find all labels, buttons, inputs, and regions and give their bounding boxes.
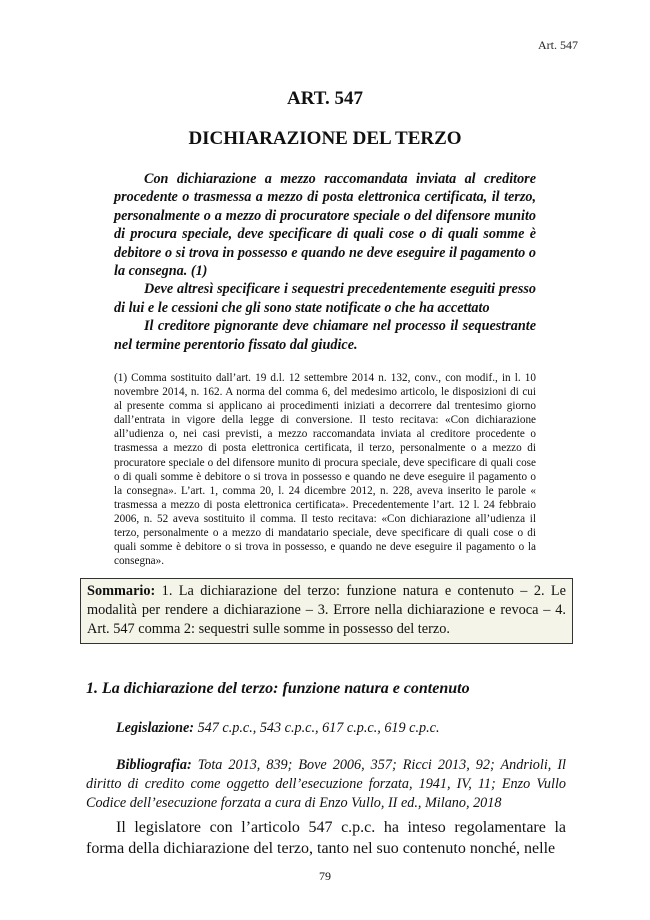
article-text: [114, 170, 536, 354]
summary-label: Sommario:: [87, 583, 156, 599]
bibliography-text: Tota 2013, 839; Bove 2006, 357; Ricci 2013, 92; Andrioli, Il diritto di credito come oggetto dell’esecuzione forzata, 1941, IV, 11; Enzo Vullo Codice dell’esecuzione forzata a cura di Enzo Vullo, II ed., Milano, 2018: [86, 757, 566, 811]
section-heading: 1. La dichiarazione del terzo: funzione natura e contenuto: [86, 680, 470, 697]
bibliography-label: Bibliografia:: [116, 757, 192, 773]
page-number: 79: [319, 869, 331, 883]
summary-text: 1. La dichiarazione del terzo: funzione natura e contenuto – 2. Le modalità per rendere a dichiarazione – 3. Errore nella dichiarazione e revoca – 4. Art. 547 comma 2: sequestri sulle somme in possesso del terzo.: [87, 583, 566, 637]
footnote-text: (1) Comma sostituito dall’art. 19 d.l. 12 settembre 2014 n. 132, conv., con modif., in l. 10 novembre 2014, n. 162. A norma del comma 6, del medesimo articolo, le disposizioni di cui al presente comma si applicano ai procedimenti iniziati a decorrere dal trentesimo giorno dall’entrata in vigore della legge di conversione. Il testo recitava: «Con dichiarazione all’udienza o, nei casi previsti, a mezzo raccomandata inviata al creditore procedente o trasmessa a mezzo di posta elettronica certificata, il terzo, personalmente o a mezzo di procuratore speciale o del difensore munito di procura speciale, deve specificare di quali cose o di quali somme è debitore o si trova in possesso e quando ne deve eseguire il pagamento o la consegna». L’art. 1, comma 20, l. 24 dicembre 2012, n. 228, aveva inserito le parole « trasmessa a mezzo di posta elettronica certificata». Precedentemente l’art. 12 l. 24 febbraio 2006, n. 52 aveva sostituito il comma. Il testo recitava: «Con dichiarazione all’udienza il terzo, personalmente o a mezzo di mandatario speciale, deve specificare di quali cose o di quali somme è debitore o si trova in possesso, e quando ne deve eseguire il pagamento o la consegna».: [114, 372, 536, 568]
running-header: Art. 547: [538, 38, 578, 52]
footnote: [114, 371, 536, 568]
summary-box: [80, 578, 573, 644]
legislation-line: [86, 720, 566, 737]
article-title: DICHIARAZIONE DEL TERZO: [188, 128, 462, 149]
article-paragraph-1: Con dichiarazione a mezzo raccomandata inviata al creditore procedente o trasmessa a mezzo di posta elettronica certificata, il terzo, personalmente o a mezzo di procuratore speciale o del difensore munito di procura speciale, deve specificare di quali cose o di quali somme è debitore o si trova in possesso e quando ne deve eseguire il pagamento o la consegna. (1): [114, 171, 536, 280]
article-number: ART. 547: [286, 88, 364, 109]
bibliography-paragraph: [86, 756, 566, 813]
body-paragraph: Il legislatore con l’articolo 547 c.p.c. ha inteso regolamentare la forma della dichiarazione del terzo, tanto nel suo contenuto nonché, nelle: [86, 819, 566, 857]
article-paragraph-2: Deve altresì specificare i sequestri precedentemente eseguiti presso di lui e le cessioni che gli sono state notificate o che ha accettato: [114, 281, 536, 316]
legislation-label: Legislazione:: [116, 720, 195, 736]
article-paragraph-3: Il creditore pignorante deve chiamare nel processo il sequestrante nel termine perentorio fissato dal giudice.: [114, 318, 536, 353]
legislation-text: 547 c.p.c., 543 c.p.c., 617 c.p.c., 619 c.p.c.: [194, 720, 440, 736]
